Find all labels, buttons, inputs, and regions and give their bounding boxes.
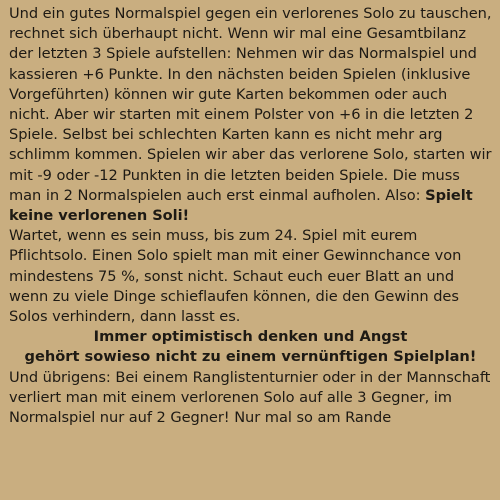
paragraph-solo-comparison-text: Und ein gutes Normalspiel gegen ein verlorenes Solo zu tauschen, rechnet sich überhaupt nicht. Wenn wir mal eine Gesamtbilanz der letzten 3 Spiele aufstellen: Nehmen wir das Normalspiel und kassieren +6 Punkte. In den nächsten beiden Spielen (inklusive Vorgeführten) können wir gute Karten bekommen oder auch nicht. Aber wir starten mit einem Polster von +6 in die letzten 2 Spiele. Selbst bei schlechten Karten kann es nicht mehr arg schlimm kommen. Spielen wir aber das verlorene Solo, starten wir mit -9 oder -12 Punkten in die letzten beiden Spiele. Die muss man in 2 Normalspielen auch erst einmal aufholen. Also: <box>9 5 492 204</box>
paragraph-ranglistenturnier: Und übrigens: Bei einem Ranglistenturnier oder in der Mannschaft verliert man mit einem verlorenen Solo auf alle 3 Gegner, im Normalspiel nur auf 2 Gegner! Nur mal so am Rande <box>9 368 491 427</box>
emphasis-no-lost-solos: Spielt keine verlorenen Soli! <box>9 186 473 225</box>
paragraph-solo-comparison <box>9 4 492 226</box>
paragraph-pflichtsolo: Wartet, wenn es sein muss, bis zum 24. Spiel mit eurem Pflichtsolo. Einen Solo spielt man mit einer Gewinnchance von mindestens 75 %, sonst nicht. Schaut euch euer Blatt an und wenn zu viele Dinge schieflaufen können, die den Gewinn des Solos verhindern, dann lasst es. <box>9 227 462 326</box>
heading-line-2: gehört sowieso nicht zu einem vernünftigen Spielplan! <box>24 348 477 366</box>
heading-line-1: Immer optimistisch denken und Angst <box>93 328 408 346</box>
